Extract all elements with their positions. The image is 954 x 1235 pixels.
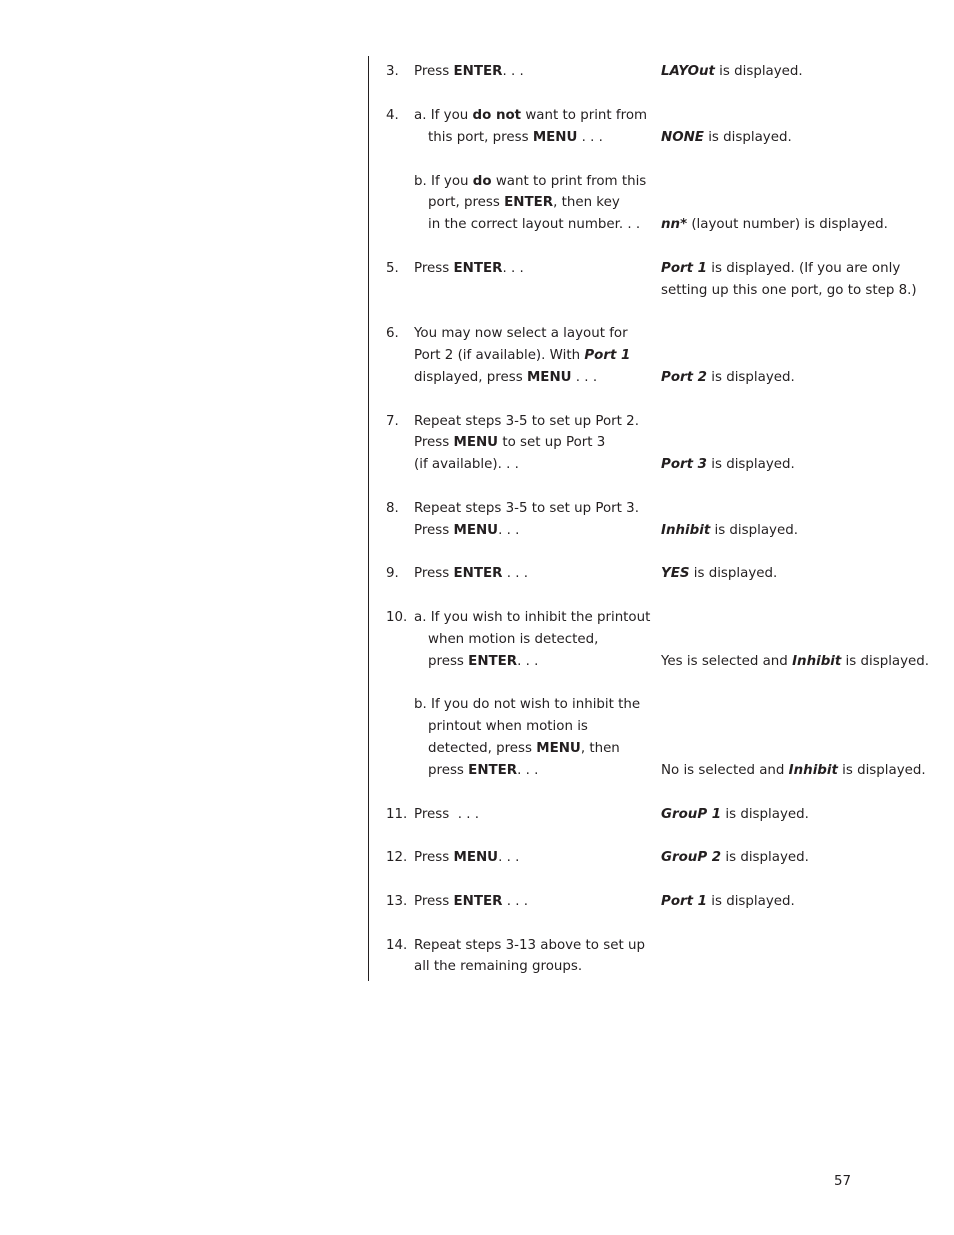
step-10b-instruction-line1: b. If you do not wish to inhibit the (414, 697, 641, 712)
step-12-result: GrouP 2 is displayed. (661, 850, 809, 865)
step-7-number: 7. (386, 414, 399, 429)
step-13-number: 13. (386, 894, 408, 909)
step-10b-instruction-line4: press ENTER. . . (428, 763, 539, 778)
step-6-instruction-line3: displayed, press MENU . . . (414, 370, 598, 385)
step-9-result: YES is displayed. (661, 566, 778, 581)
step-11-number: 11. (386, 807, 408, 822)
step-8-result: Inhibit is displayed. (661, 523, 798, 538)
step-6-instruction-line1: You may now select a layout for (414, 326, 628, 341)
step-4b-instruction-line2: port, press ENTER, then key (428, 195, 620, 210)
step-14-instruction-line2: all the remaining groups. (414, 959, 583, 974)
step-4b-instruction-line3: in the correct layout number. . . (428, 217, 641, 232)
step-12-instruction: Press MENU. . . (414, 850, 520, 865)
step-8-number: 8. (386, 501, 399, 516)
step-10a-instruction-line1: a. If you wish to inhibit the printout (414, 610, 651, 625)
step-3-instruction: Press ENTER. . . (414, 64, 524, 79)
step-10b-result: No is selected and Inhibit is displayed. (661, 763, 926, 778)
step-10b-instruction-line2: printout when motion is (428, 719, 588, 734)
step-9-instruction: Press ENTER . . . (414, 566, 528, 581)
step-10a-instruction-line2: when motion is detected, (428, 632, 599, 647)
step-12-number: 12. (386, 850, 408, 865)
step-4b-instruction-line1: b. If you do want to print from this (414, 174, 647, 189)
page-number: 57 (834, 1174, 852, 1189)
step-6-result: Port 2 is displayed. (661, 370, 795, 385)
step-4b-result: nn* (layout number) is displayed. (661, 217, 888, 232)
step-11-result: GrouP 1 is displayed. (661, 807, 809, 822)
step-8-instruction-line1: Repeat steps 3-5 to set up Port 3. (414, 501, 639, 516)
step-4-number: 4. (386, 108, 399, 123)
step-3-result: LAYOut is displayed. (661, 64, 803, 79)
step-14-instruction-line1: Repeat steps 3-13 above to set up (414, 938, 645, 953)
step-14-number: 14. (386, 938, 408, 953)
step-13-result: Port 1 is displayed. (661, 894, 795, 909)
step-7-result: Port 3 is displayed. (661, 457, 795, 472)
step-10a-result: Yes is selected and Inhibit is displayed. (661, 654, 930, 669)
step-7-instruction-line2: Press MENU to set up Port 3 (414, 435, 606, 450)
step-4a-instruction-line2: this port, press MENU . . . (428, 130, 603, 145)
step-8-instruction-line2: Press MENU. . . (414, 523, 520, 538)
vertical-rule (368, 56, 369, 981)
step-5-instruction: Press ENTER. . . (414, 261, 524, 276)
step-5-result-line1: Port 1 is displayed. (If you are only (661, 261, 901, 276)
step-7-instruction-line3: (if available). . . (414, 457, 519, 472)
step-10-number: 10. (386, 610, 408, 625)
step-6-number: 6. (386, 326, 399, 341)
step-5-result-line2: setting up this one port, go to step 8.) (661, 283, 917, 298)
step-11-instruction: Press . . . (414, 807, 480, 822)
step-10b-instruction-line3: detected, press MENU, then (428, 741, 620, 756)
step-7-instruction-line1: Repeat steps 3-5 to set up Port 2. (414, 414, 639, 429)
step-4a-instruction-line1: a. If you do not want to print from (414, 108, 648, 123)
step-6-instruction-line2: Port 2 (if available). With Port 1 (414, 348, 631, 363)
step-9-number: 9. (386, 566, 399, 581)
step-3-number: 3. (386, 64, 399, 79)
step-13-instruction: Press ENTER . . . (414, 894, 528, 909)
step-10a-instruction-line3: press ENTER. . . (428, 654, 539, 669)
step-4a-result: NONE is displayed. (661, 130, 792, 145)
step-5-number: 5. (386, 261, 399, 276)
